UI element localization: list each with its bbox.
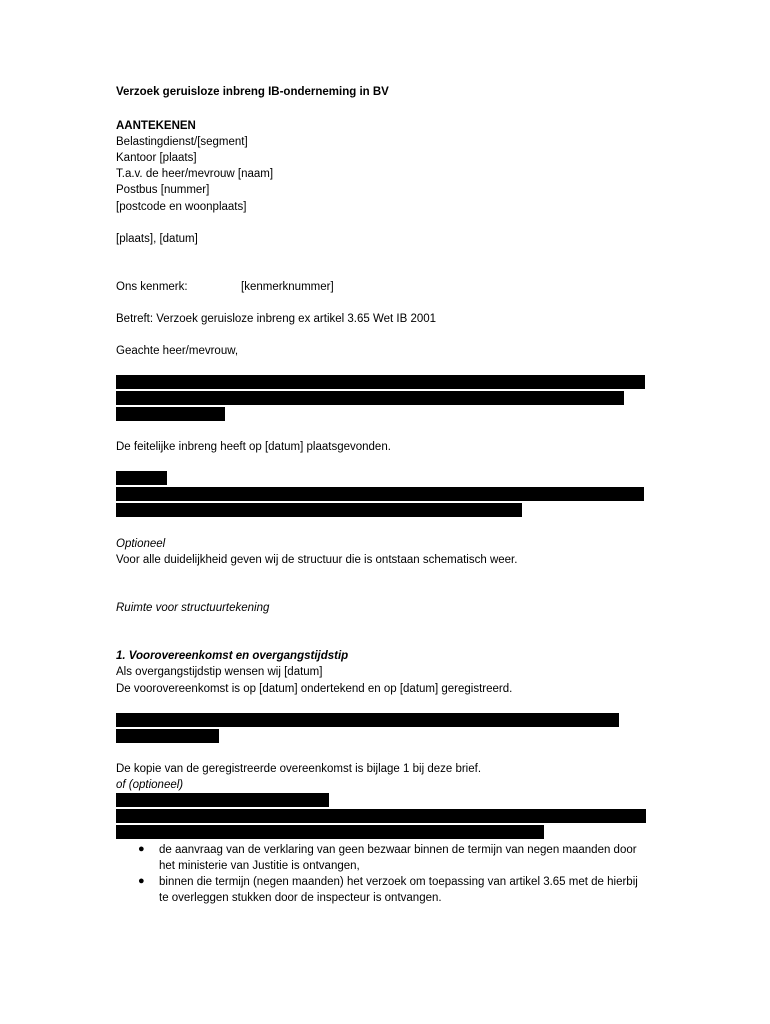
redaction-bar	[116, 391, 624, 405]
document-title: Verzoek geruisloze inbreng IB-onderneming in BV	[116, 86, 389, 98]
address-line: Belastingdienst/[segment]	[116, 136, 248, 148]
address-line: [postcode en woonplaats]	[116, 201, 247, 213]
bullet-item-line: de aanvraag van de verklaring van geen bezwaar binnen de termijn van negen maanden door	[159, 844, 637, 856]
section-heading: 1. Voorovereenkomst en overgangstijdstip	[116, 650, 349, 662]
bullet-item-line: binnen die termijn (negen maanden) het verzoek om toepassing van artikel 3.65 met de hierbij	[159, 876, 638, 888]
redaction-bar	[116, 793, 329, 807]
place-date: [plaats], [datum]	[116, 233, 198, 245]
reference-label: Ons kenmerk:	[116, 281, 188, 293]
redaction-bar	[116, 729, 219, 743]
optional-label: Optioneel	[116, 538, 166, 550]
bullet-icon: ●	[138, 875, 145, 887]
copy-text: De kopie van de geregistreerde overeenkomst is bijlage 1 bij deze brief.	[116, 763, 482, 775]
redaction-bar	[116, 503, 522, 517]
redaction-bar	[116, 487, 644, 501]
redaction-bar	[116, 375, 645, 389]
address-heading: AANTEKENEN	[116, 120, 196, 132]
redaction-bar	[116, 407, 225, 421]
salutation: Geachte heer/mevrouw,	[116, 345, 239, 357]
redaction-bar	[116, 713, 619, 727]
section-text: Als overgangstijdstip wensen wij [datum]	[116, 666, 323, 678]
section-text: De voorovereenkomst is op [datum] ondertekend en op [datum] geregistreerd.	[116, 683, 513, 695]
structure-placeholder: Ruimte voor structuurtekening	[116, 602, 270, 614]
redaction-bar	[116, 825, 544, 839]
bullet-item-line: het ministerie van Justitie is ontvangen,	[159, 860, 360, 872]
address-line: Kantoor [plaats]	[116, 152, 197, 164]
optional-text: Voor alle duidelijkheid geven wij de structuur die is ontstaan schematisch weer.	[116, 554, 518, 566]
address-line: T.a.v. de heer/mevrouw [naam]	[116, 168, 274, 180]
redaction-bar	[116, 471, 167, 485]
bullet-icon: ●	[138, 843, 145, 855]
redaction-bar	[116, 809, 646, 823]
subject-line: Betreft: Verzoek geruisloze inbreng ex artikel 3.65 Wet IB 2001	[116, 313, 437, 325]
bullet-item-line: te overleggen stukken door de inspecteur is ontvangen.	[159, 892, 442, 904]
or-optional-label: of (optioneel)	[116, 779, 184, 791]
address-line: Postbus [nummer]	[116, 184, 210, 196]
reference-value: [kenmerknummer]	[241, 281, 334, 293]
contribution-paragraph: De feitelijke inbreng heeft op [datum] plaatsgevonden.	[116, 441, 391, 453]
